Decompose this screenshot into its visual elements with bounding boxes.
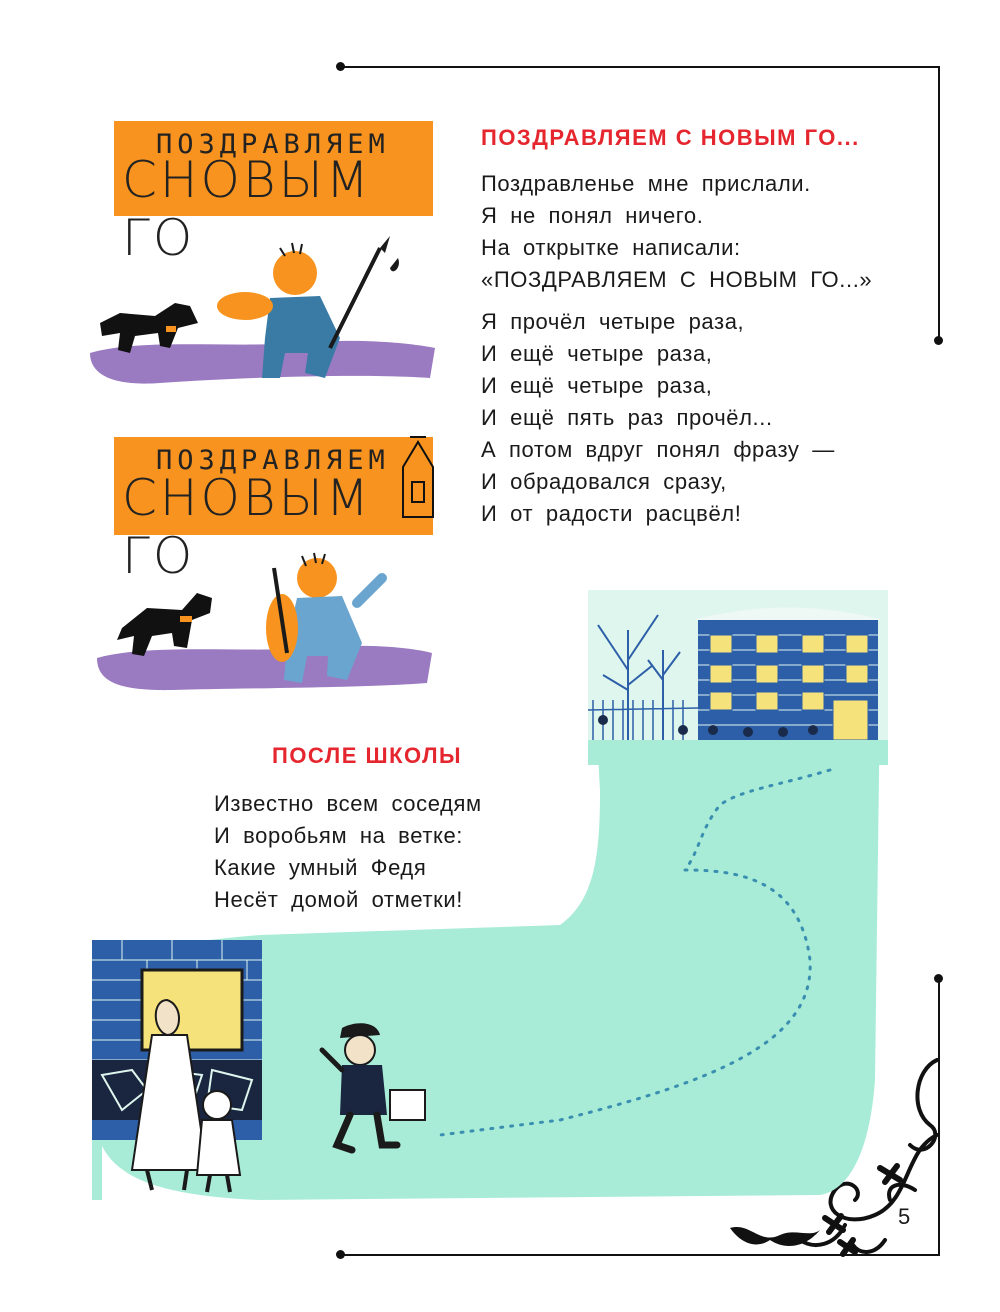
mother-child-house-illustration [92,940,272,1200]
house-icon [398,432,438,522]
verse-line: На открытке написали: [481,235,741,260]
verse-line: «ПОЗДРАВЛЯЕМ С НОВЫМ ГО...» [481,267,873,292]
verse-line: И ещё четыре раза, [481,373,713,398]
verse-line: И от радости расцвёл! [481,501,742,526]
verse-line: И ещё четыре раза, [481,341,713,366]
boy-with-palette-and-dog-illustration [92,548,437,698]
poem1-stanza2 [481,306,835,530]
greeting-banner-1 [114,121,433,267]
verse-line: А потом вдруг понял фразу — [481,437,835,462]
poem2-stanza1 [214,788,482,916]
verse-line: И воробьям на ветке: [214,823,464,848]
verse-line: И ещё пять раз прочёл... [481,405,773,430]
page-number: 5 [898,1204,911,1229]
boy-painting-with-dog-illustration [80,228,440,398]
verse-line: Какие умный Федя [214,855,427,880]
banner-1-line1: ПОЗДРАВЛЯЕМ [156,129,390,160]
verse-line: Я прочёл четыре раза, [481,309,745,334]
verse-line: Я не понял ничего. [481,203,704,228]
banner-2-line1: ПОЗДРАВЛЯЕМ [156,445,390,476]
boy-walking-home-illustration [312,1020,442,1160]
greeting-banner-2 [114,437,433,585]
banner-1-line2: СНОВЫМ ГО [122,151,372,267]
verse-line: Поздравленье мне прислали. [481,171,811,196]
verse-line: Несёт домой отметки! [214,887,463,912]
verse-line: И обрадовался сразу, [481,469,727,494]
poem1-stanza1 [481,168,872,296]
poem1-title: ПОЗДРАВЛЯЕМ С НОВЫМ ГО... [481,125,860,150]
verse-line: Известно всем соседям [214,791,482,816]
banner-2-line2: СНОВЫМ ГО [122,469,372,585]
poem2-title: ПОСЛЕ ШКОЛЫ [272,743,463,768]
